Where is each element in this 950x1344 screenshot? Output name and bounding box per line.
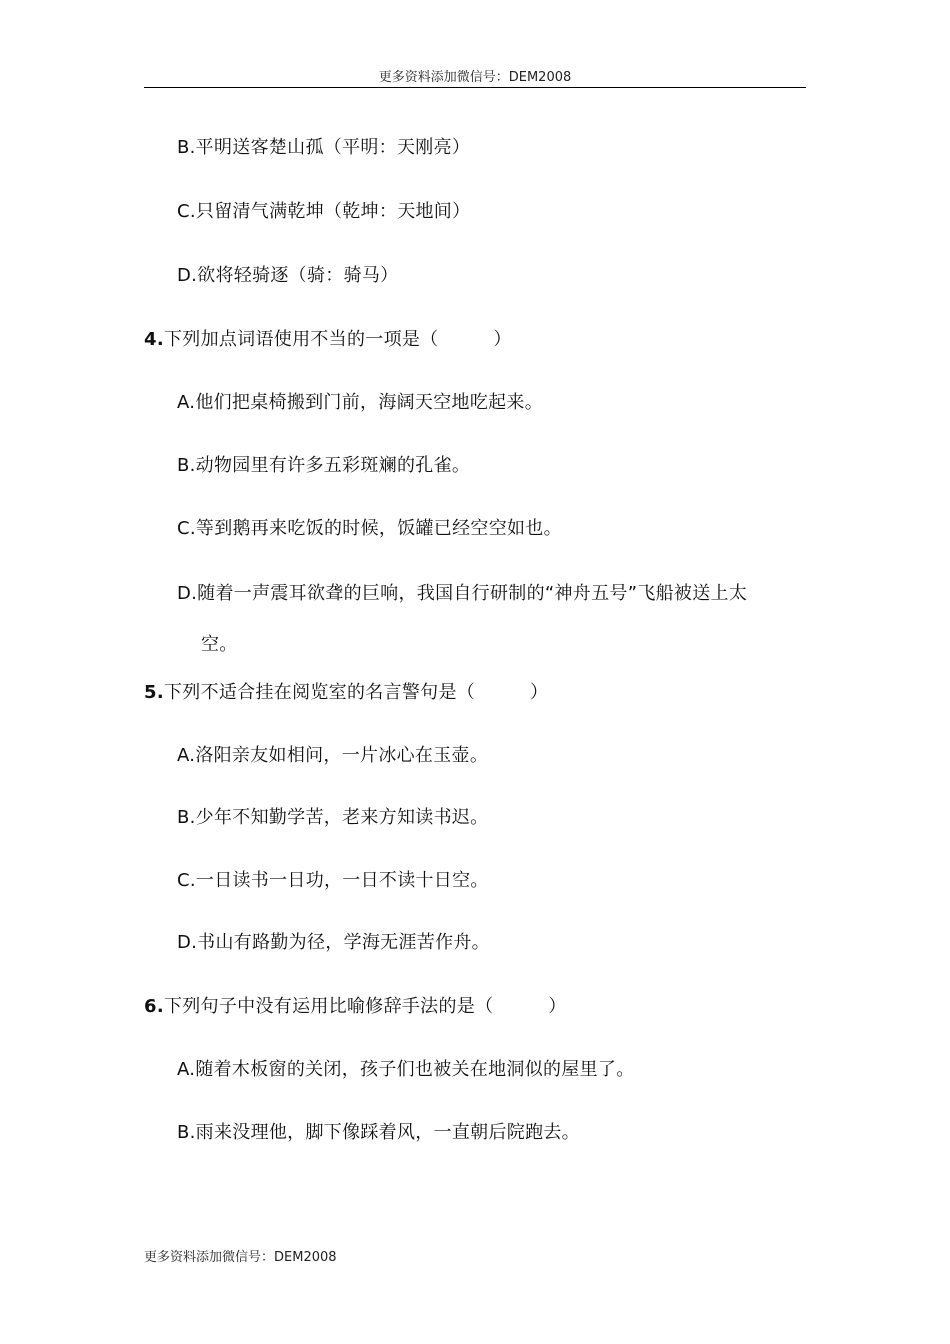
q5-option-b: B.少年不知勤学苦，老来方知读书迟。 <box>177 807 489 828</box>
q5-stem: 下列不适合挂在阅览室的名言警句是（ ） <box>163 682 549 703</box>
q4-stem-line <box>144 328 512 352</box>
q6-option-b: B.雨来没理他，脚下像踩着风，一直朝后院跑去。 <box>177 1122 580 1143</box>
q4-stem: 下列加点词语使用不当的一项是（ ） <box>163 329 512 350</box>
q6-number: 6. <box>144 996 164 1017</box>
footer-text: 更多资料添加微信号：DEM2008 <box>144 1250 337 1265</box>
q4-option-a: A.他们把桌椅搬到门前，海阔天空地吃起来。 <box>177 392 544 413</box>
q4-option-b: B.动物园里有许多五彩斑斓的孔雀。 <box>177 455 471 476</box>
header-rule <box>144 87 806 88</box>
q5-option-a: A.洛阳亲友如相问，一片冰心在玉壶。 <box>177 745 489 766</box>
q5-option-c: C.一日读书一日功，一日不读十日空。 <box>177 870 489 891</box>
q4-option-d: D.随着一声震耳欲聋的巨响，我国自行研制的“神舟五号”飞船被送上太 <box>177 583 748 604</box>
q3-option-c: C.只留清气满乾坤（乾坤：天地间） <box>177 201 471 222</box>
q5-option-d: D.书山有路勤为径，学海无涯苦作舟。 <box>177 932 490 953</box>
q5-stem-line <box>144 681 548 705</box>
q3-option-d: D.欲将轻骑逐（骑：骑马） <box>177 265 399 286</box>
q4-option-d-continuation: 空。 <box>201 634 238 655</box>
q6-option-a: A.随着木板窗的关闭，孩子们也被关在地洞似的屋里了。 <box>177 1059 635 1080</box>
q3-option-b: B.平明送客楚山孤（平明：天刚亮） <box>177 137 471 158</box>
q5-number: 5. <box>144 682 164 703</box>
q4-option-c: C.等到鹅再来吃饭的时候，饭罐已经空空如也。 <box>177 518 562 539</box>
q6-stem: 下列句子中没有运用比喻修辞手法的是（ ） <box>163 996 567 1017</box>
q4-number: 4. <box>144 329 164 350</box>
q6-stem-line <box>144 995 567 1019</box>
header-text: 更多资料添加微信号：DEM2008 <box>378 70 572 85</box>
